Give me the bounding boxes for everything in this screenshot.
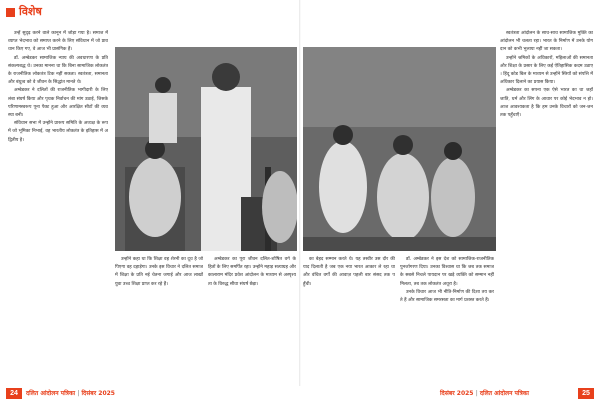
article-column-3b <box>400 256 494 382</box>
paragraph: उन्होंने कहा था कि शिक्षा वह शेरनी का दूध है जो पिएगा वह दहाड़ेगा। उनके इस विचार ने दलित समाज में शिक्षा के प्रति नई चेतना जगाई और आज लाखों युवा उच्च शिक्षा प्राप्त कर रहे हैं। <box>115 257 203 287</box>
left-footer-journal: दलित आंदोलन पत्रिका | दिसंबर 2025 <box>26 390 115 397</box>
paragraph: अम्बेडकर का सपना एक ऐसे भारत का था जहाँ जाति, धर्म और लिंग के आधार पर कोई भेदभाव न हो। आज आवश्यकता है कि हम उनके विचारों को जन-जन तक पहुँचाएँ। <box>500 88 593 119</box>
left-page-number: 24 <box>6 388 22 399</box>
historical-photo-right <box>303 47 496 251</box>
article-column-1 <box>8 30 108 382</box>
historical-group-photo-icon <box>115 47 297 251</box>
paragraph: का बेहद सम्मान करते थे। यह तस्वीर उस दौर की याद दिलाती है जब एक नया भारत आकार ले रहा था और वंचित वर्गों की आवाज़ पहली बार संसद तक पहुँची। <box>303 257 395 287</box>
paragraph: डॉ. अम्बेडकर ने इस देश को सामाजिक-राजनीतिक पुनर्जागरण दिया। उनका विश्वास था कि जब तक समाज के सबसे निचले पायदान पर खड़े व्यक्ति को सम्मान नहीं मिलता, तब तक लोकतंत्र अधूरा है। <box>400 257 494 287</box>
page-fold-divider <box>299 0 301 401</box>
historical-group-photo-icon <box>303 47 496 251</box>
paragraph: संविधान सभा में उन्होंने प्रारूप समिति के अध्यक्ष के रूप में जो भूमिका निभाई, वह भारतीय लोकतंत्र के इतिहास में अद्वितीय है। <box>8 121 108 143</box>
issue-date: दिसंबर 2025 <box>81 390 115 397</box>
paragraph: उनके विचार आज भी नीति-निर्माण की दिशा तय करते हैं और सामाजिक समरसता का मार्ग प्रशस्त करते हैं। <box>400 289 494 304</box>
section-title: विशेष <box>19 5 42 18</box>
issue-date: दिसंबर 2025 <box>440 390 474 397</box>
right-page-number: 25 <box>578 388 594 399</box>
section-marker-icon <box>6 8 15 17</box>
article-column-2a <box>115 256 203 382</box>
paragraph: उन्हें सुदृढ़ करने वाले कानून में जोड़ा गया है। समाज में व्याप्त भेदभाव को समाप्त करने के लिए संविधान में जो प्रावधान किए गए, वे आज भी प्रासंगिक हैं। <box>8 31 108 53</box>
article-column-4 <box>500 30 593 382</box>
paragraph: अम्बेडकर ने दलितों की राजनीतिक भागीदारी के लिए लंबा संघर्ष किया और पृथक निर्वाचन की मांग उठाई, जिसके परिणामस्वरूप पूना पैक्ट हुआ और आरक्षित सीटों की व्यवस्था बनी। <box>8 88 108 119</box>
historical-photo <box>115 47 297 251</box>
paragraph: डॉ. अम्बेडकर सामाजिक न्याय की अवधारणा के प्रति संकल्पबद्ध थे। उनका मानना था कि बिना सामाजिक लोकतंत्र के राजनीतिक लोकतंत्र टिक नहीं सकता। स्वतंत्रता, समानता और बंधुत्व को वे जीवन के सिद्धांत मानते थे। <box>8 55 108 86</box>
paragraph: उन्होंने श्रमिकों के अधिकारों, महिलाओं की समानता और शिक्षा के प्रसार के लिए कई ऐतिहासिक कदम उठाए। हिंदू कोड बिल के माध्यम से उन्होंने स्त्रियों को संपत्ति में अधिकार दिलाने का प्रयास किया। <box>500 55 593 86</box>
paragraph: अम्बेडकर का पूरा जीवन दलित-शोषित वर्ग के हितों के लिए समर्पित रहा। उन्होंने महाड़ सत्याग्रह और कालाराम मंदिर प्रवेश आंदोलन के माध्यम से अस्पृश्यता के विरुद्ध सीधा संघर्ष छेड़ा। <box>208 257 296 287</box>
article-column-2b <box>208 256 296 382</box>
paragraph: स्वतंत्रता आंदोलन के साथ-साथ सामाजिक मुक्ति का आंदोलन भी चलता रहा। भारत के निर्माण में उनके योगदान को कभी भुलाया नहीं जा सकता। <box>500 31 593 53</box>
journal-name: दलित आंदोलन पत्रिका <box>479 390 529 397</box>
journal-name: दलित आंदोलन पत्रिका <box>26 390 76 397</box>
right-footer-journal: दिसंबर 2025 | दलित आंदोलन पत्रिका <box>440 390 529 397</box>
article-column-3a <box>303 256 395 382</box>
